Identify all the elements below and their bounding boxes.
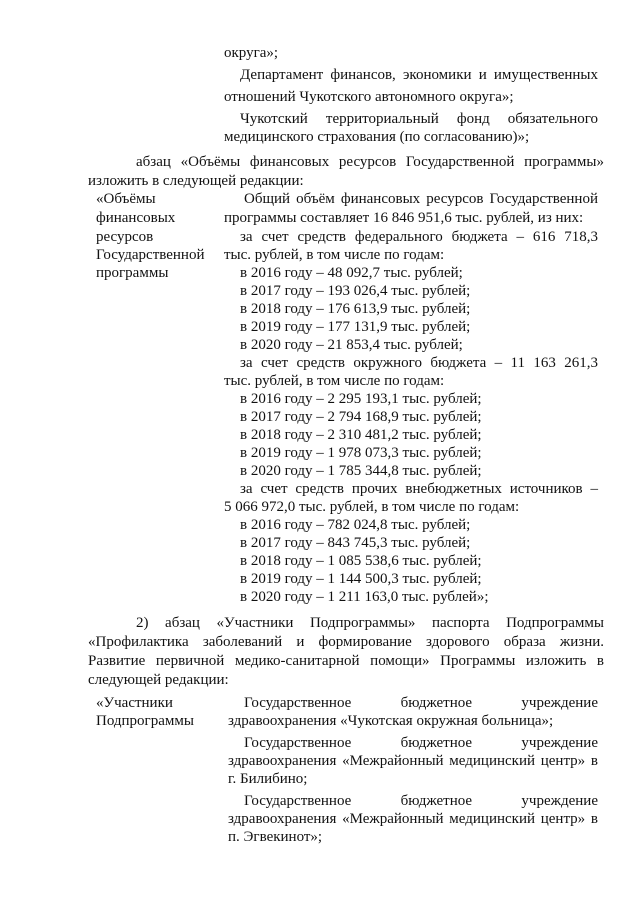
table1-right-line: в 2016 году – 2 295 193,1 тыс. рублей; xyxy=(240,391,482,407)
table1-right-line: в 2018 году – 176 613,9 тыс. рублей; xyxy=(240,301,471,317)
table2-right-line: здравоохранения «Межрайонный медицинский центр» в xyxy=(228,811,598,827)
table1-right-line: в 2016 году – 48 092,7 тыс. рублей; xyxy=(240,265,463,281)
table1-right-line: в 2018 году – 2 310 481,2 тыс. рублей; xyxy=(240,427,482,443)
table1-right-line: в 2020 году – 1 211 163,0 тыс. рублей»; xyxy=(240,589,489,605)
table2-left-cell: «Участники xyxy=(96,695,173,711)
doc-line: отношений Чукотского автономного округа»; xyxy=(224,89,514,105)
table1-right-line: программы составляет 16 846 951,6 тыс. рублей, из них: xyxy=(224,210,584,226)
table1-left-cell: «Объёмы xyxy=(96,191,156,207)
table1-right-line: в 2019 году – 177 131,9 тыс. рублей; xyxy=(240,319,471,335)
table1-right-line: Общий объём финансовых ресурсов Государственной xyxy=(244,191,598,207)
table1-right-line: в 2017 году – 843 745,3 тыс. рублей; xyxy=(240,535,471,551)
table1-left-cell: финансовых xyxy=(96,210,176,226)
table1-right-line: в 2016 году – 782 024,8 тыс. рублей; xyxy=(240,517,471,533)
table1-right-line: тыс. рублей, в том числе по годам: xyxy=(224,373,445,389)
table1-right-line: за счет средств федерального бюджета – 616 718,3 xyxy=(240,229,598,245)
doc-paragraph-line: абзац «Объёмы финансовых ресурсов Государственной программы» xyxy=(136,154,604,170)
table1-right-line: 5 066 972,0 тыс. рублей, в том числе по годам: xyxy=(224,499,520,515)
table2-left-cell: Подпрограммы xyxy=(96,713,194,729)
doc-paragraph-line: изложить в следующей редакции: xyxy=(88,173,304,189)
table1-right-line: в 2017 году – 193 026,4 тыс. рублей; xyxy=(240,283,471,299)
doc-paragraph-line: Развитие первичной медико-санитарной помощи» Программы изложить в xyxy=(88,653,604,669)
doc-line: Департамент финансов, экономики и имущественных xyxy=(240,67,598,83)
table1-right-line: за счет средств прочих внебюджетных источников – xyxy=(240,481,598,497)
table1-right-line: в 2020 году – 21 853,4 тыс. рублей; xyxy=(240,337,463,353)
table1-left-cell: Государственной xyxy=(96,247,205,263)
table2-right-line: Государственное бюджетное учреждение xyxy=(244,695,598,711)
doc-line: медицинского страхования (по согласованию)»; xyxy=(224,129,530,145)
table2-right-line: г. Билибино; xyxy=(228,771,308,787)
table1-right-line: тыс. рублей, в том числе по годам: xyxy=(224,247,445,263)
table2-right-line: здравоохранения «Межрайонный медицинский центр» в xyxy=(228,753,598,769)
doc-line: округа»; xyxy=(224,45,279,61)
table1-right-line: в 2018 году – 1 085 538,6 тыс. рублей; xyxy=(240,553,482,569)
table2-right-line: п. Эгвекинот»; xyxy=(228,829,323,845)
doc-line: Чукотский территориальный фонд обязательного xyxy=(240,111,598,127)
table2-right-line: здравоохранения «Чукотская окружная больница»; xyxy=(228,713,554,729)
table1-right-line: в 2017 году – 2 794 168,9 тыс. рублей; xyxy=(240,409,482,425)
table1-right-line: в 2019 году – 1 144 500,3 тыс. рублей; xyxy=(240,571,482,587)
table2-right-line: Государственное бюджетное учреждение xyxy=(244,793,598,809)
table1-right-line: в 2019 году – 1 978 073,3 тыс. рублей; xyxy=(240,445,482,461)
doc-paragraph-line: «Профилактика заболеваний и формирование здорового образа жизни. xyxy=(88,634,604,650)
table1-left-cell: программы xyxy=(96,265,169,281)
table1-left-cell: ресурсов xyxy=(96,229,154,245)
table2-right-line: Государственное бюджетное учреждение xyxy=(244,735,598,751)
doc-paragraph-line: следующей редакции: xyxy=(88,672,229,688)
table1-right-line: в 2020 году – 1 785 344,8 тыс. рублей; xyxy=(240,463,482,479)
doc-paragraph-line: 2) абзац «Участники Подпрограммы» паспорта Подпрограммы xyxy=(136,615,604,631)
table1-right-line: за счет средств окружного бюджета – 11 163 261,3 xyxy=(240,355,598,371)
